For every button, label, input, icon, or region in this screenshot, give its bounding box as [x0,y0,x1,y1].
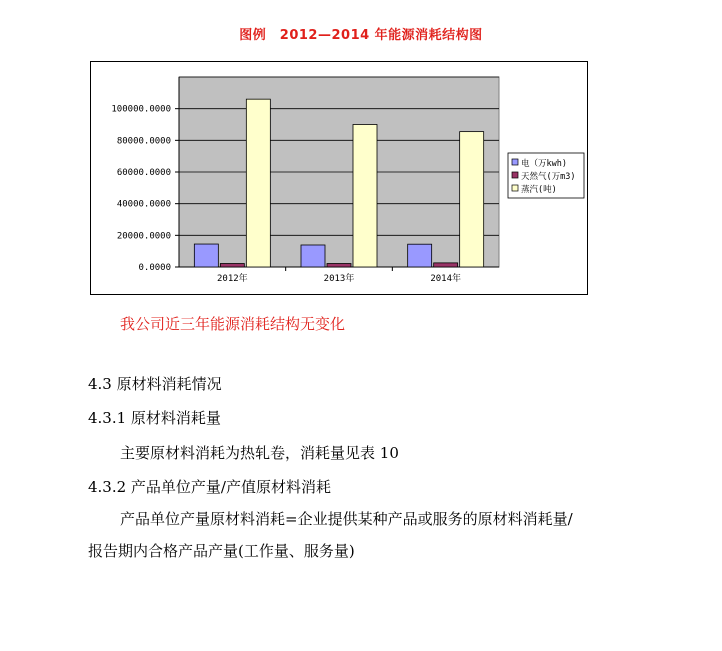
bar-1-2013年 [301,245,325,267]
bar-2-2013年 [327,264,351,267]
bar-3-2013年 [353,125,377,268]
section-4-3-2-heading: 4.3.2 产品单位产量/产值原材料消耗 [88,478,331,496]
chart-note: 我公司近三年能源消耗结构无变化 [120,315,346,333]
x-tick-label: 2014年 [430,274,462,284]
section-4-3-heading: 4.3 原材料消耗情况 [88,375,222,393]
section-4-3-1-heading: 4.3.1 原材料消耗量 [88,409,221,427]
y-tick-label: 60000.0000 [116,168,171,178]
y-tick-label: 20000.0000 [116,231,171,242]
x-tick-label: 2012年 [216,274,248,284]
legend-swatch-1 [512,159,518,165]
bar-2-2014年 [434,263,458,267]
legend-swatch-3 [512,185,518,191]
energy-chart [90,61,588,295]
y-tick-label: 100000.0000 [111,104,171,115]
y-tick-label: 0.0000 [138,263,171,273]
bar-1-2012年 [194,244,218,267]
bar-3-2014年 [460,132,484,267]
paragraph-raw-material: 主要原材料消耗为热轧卷，消耗量见表 10 [120,444,399,462]
y-tick-label: 80000.0000 [116,136,171,147]
paragraph-formula-line2: 报告期内合格产品产量(工作量、服务量) [88,542,355,560]
chart-svg [91,62,587,294]
legend-label-2: 天然气(万m3) [521,172,576,182]
paragraph-formula-line1: 产品单位产量原材料消耗=企业提供某种产品或服务的原材料消耗量/ [120,510,573,528]
legend-label-3: 蒸汽(吨) [521,185,557,195]
bar-2-2012年 [220,264,244,267]
figure-caption: 图例 2012—2014 年能源消耗结构图 [239,28,483,43]
bar-1-2014年 [408,244,432,267]
y-tick-label: 40000.0000 [116,199,171,210]
legend-label-1: 电（万kwh) [521,159,567,169]
bar-3-2012年 [246,99,270,267]
x-tick-label: 2013年 [323,274,355,284]
legend-swatch-2 [512,172,518,178]
